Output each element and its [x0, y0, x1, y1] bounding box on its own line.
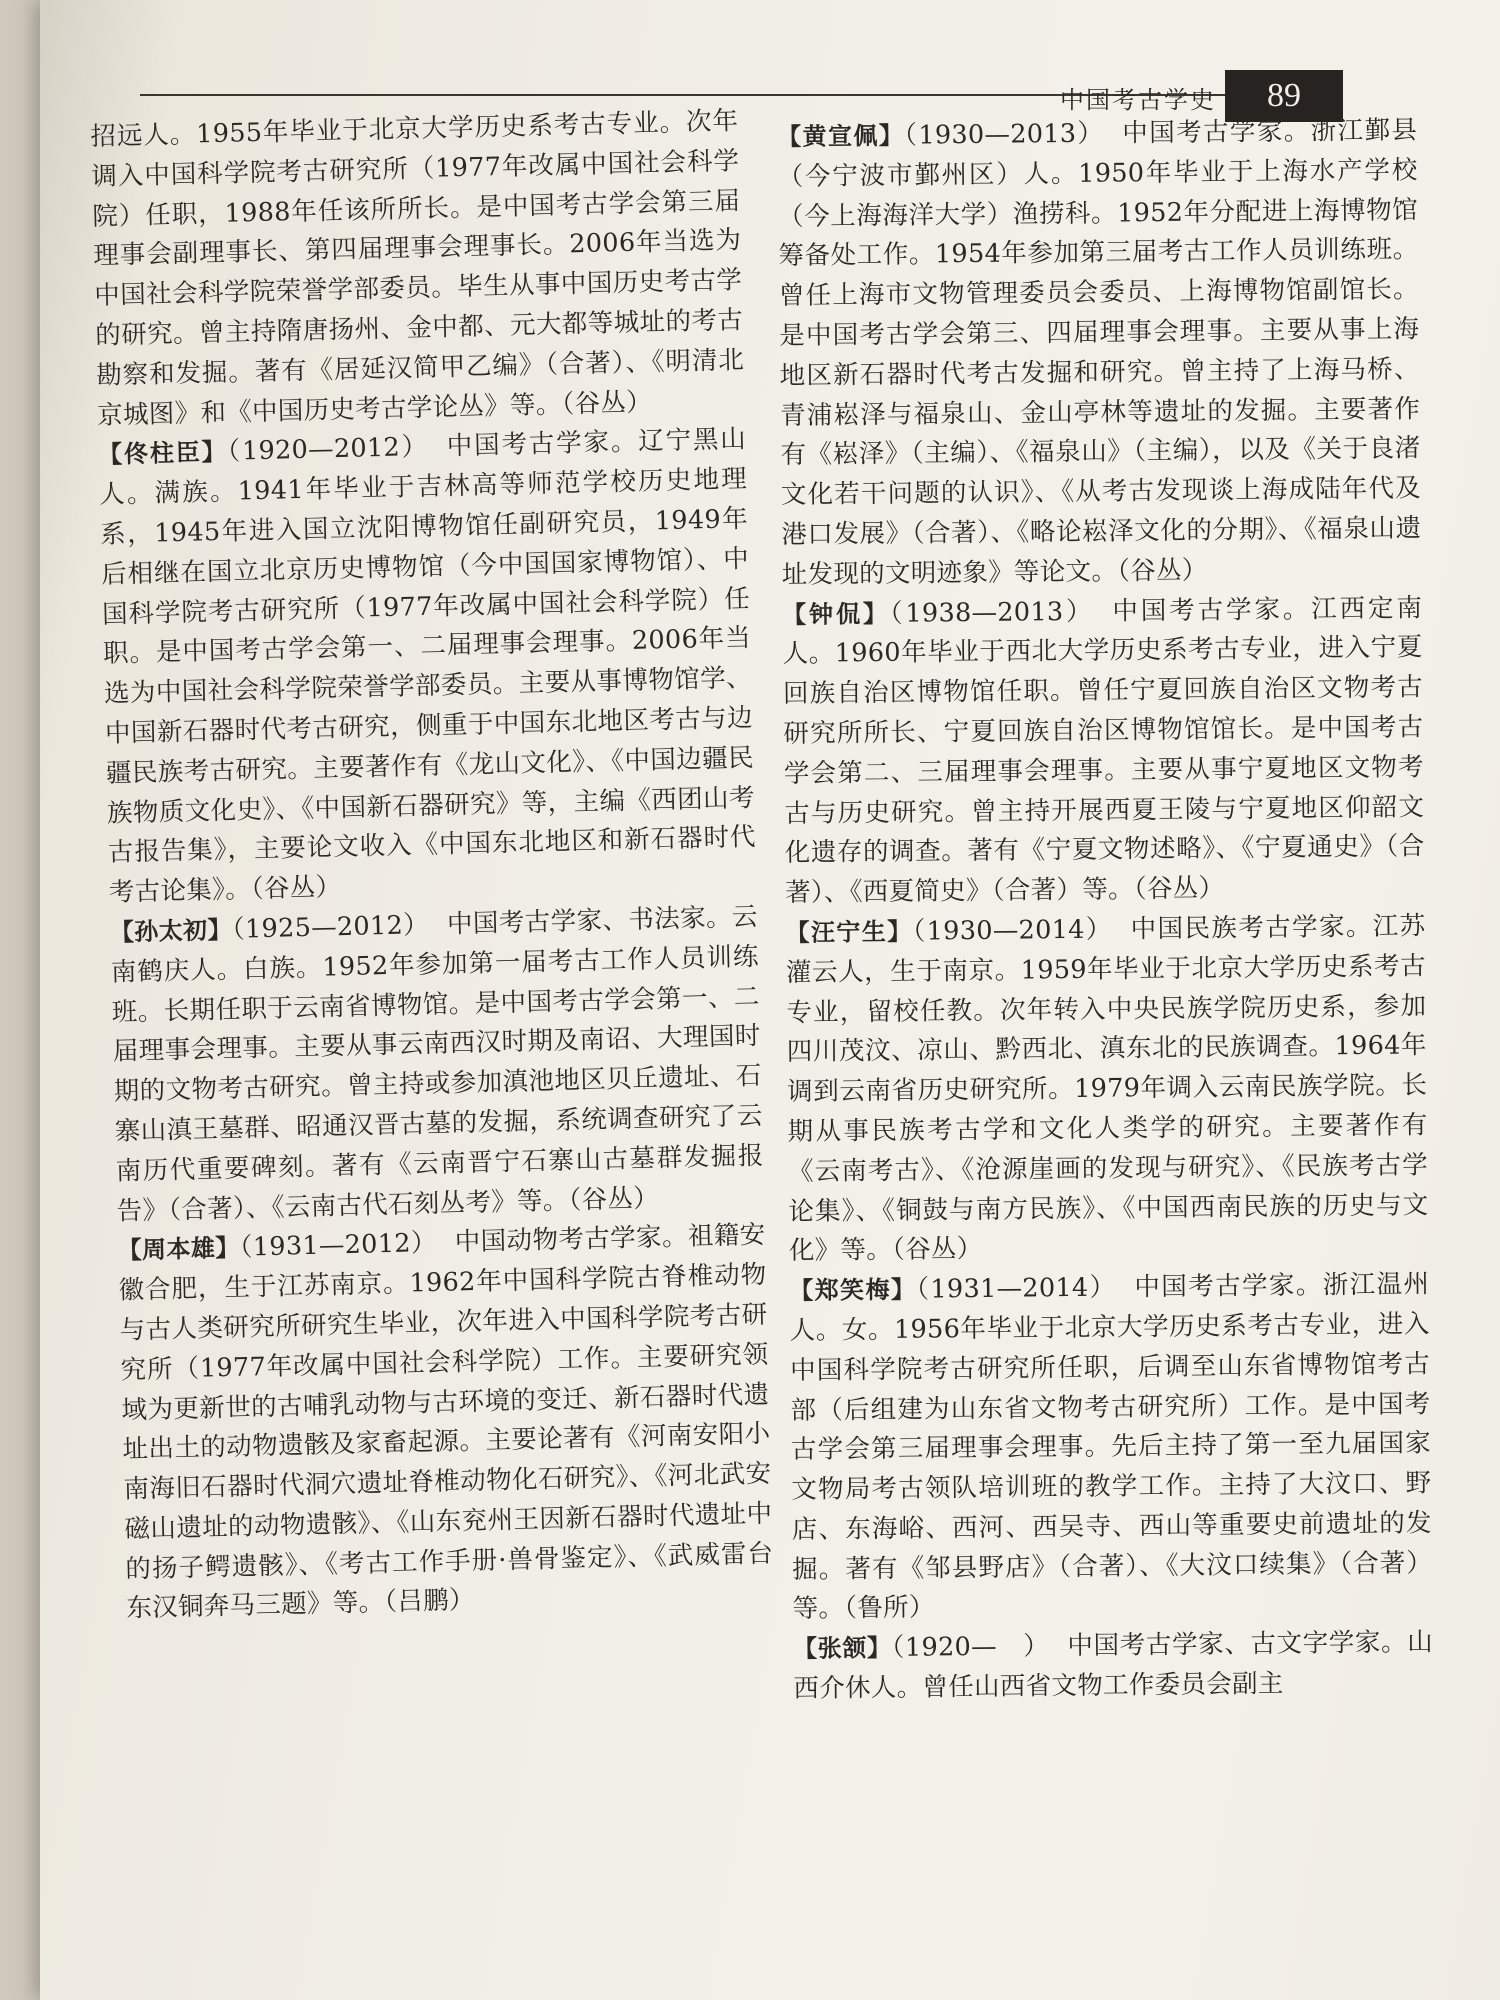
entry-years: （1920—2012） [227, 432, 430, 468]
entry-zhang-han [793, 1623, 1434, 1709]
entry-tong-zhuchen [98, 420, 757, 913]
entry-huang-xuanpei [777, 111, 1422, 595]
right-column [777, 111, 1434, 1709]
entry-zheng-xiaomei [789, 1265, 1433, 1630]
left-column [90, 102, 775, 1630]
running-title: 中国考古学史 [1060, 86, 1216, 114]
entry-headword: 【周本雄】 [117, 1233, 241, 1265]
entry-body: 中国考古学家。辽宁黑山人。满族。1941年毕业于吉林高等师范学校历史地理系，1945年进入国立沈阳博物馆任副研究员，1949年后相继在国立北京历史博物馆（今中国国家博物馆）、中国科学院考古研究所（1977年改属中国社会科学院）任职。是中国考古学会第一、二届理事会理事。2006年当选为中国社会科学院荣誉学部委员。主要从事博物馆学、中国新石器时代考古研究，侧重于中国东北地区考古与边疆民族考古研究。主要著作有《龙山文化》、《中国边疆民族物质文化史》、《中国新石器研究》等，主编《西团山考古报告集》，主要论文收入《中国东北地区和新石器时代考古论集》。（谷丛） [98, 424, 757, 908]
entry-body: 中国考古学家、书法家。云南鹤庆人。白族。1952年参加第一届考古工作人员训练班。长期任职于云南省博物馆。是中国考古学会第一、二届理事会理事。主要从事云南西汉时期及南诏、大理国时期的文物考古研究。曾主持或参加滇池地区贝丘遗址、石寨山滇王墓群、昭通汉晋古墓的发掘，系统调查研究了云南历代重要碑刻。著有《云南晋宁石寨山古墓群发掘报告》（合著）、《云南古代石刻丛考》等。（谷丛） [110, 901, 764, 1227]
entry-years: （1925—2012） [231, 909, 430, 945]
entry-headword: 【钟侃】 [782, 599, 890, 629]
entry-headword: 【佟柱臣】 [97, 438, 228, 470]
entry-years: （1931—2014） [916, 1272, 1117, 1305]
entry-body: 中国民族考古学家。江苏灌云人，生于南京。1959年毕业于北京大学历史系考古专业，留校任教。次年转入中央民族学院历史系，参加四川茂汶、凉山、黔西北、滇东北的民族调查。1964年调到云南省历史研究所。1979年调入云南民族学院。长期从事民族考古学和文化人类学的研究。主要著作有《云南考古》、《沧源崖画的发现与研究》、《民族考古学论集》、《铜鼓与南方民族》、《中国西南民族的历史与文化》等。（谷丛） [785, 911, 1429, 1267]
entry-zhong-kan [782, 589, 1425, 914]
entry-body: 中国考古学家。江西定南人。1960年毕业于西北大学历史系考古专业，进入宁夏回族自治区博物馆任职。曾任宁夏回族自治区文物考古研究所所长、宁夏回族自治区博物馆馆长。是中国考古学会第二、三届理事会理事。主要从事宁夏地区文物考古与历史研究。曾主持开展西夏王陵与宁夏地区仰韶文化遗存的调查。著有《宁夏文物述略》、《宁夏通史》（合著）、《西夏简史》（合著）等。（谷丛） [782, 592, 1425, 909]
entry-wang-ningsheng [785, 907, 1429, 1272]
entry-headword: 【张颔】 [792, 1634, 892, 1664]
page-number: 89 [1225, 70, 1343, 122]
entry-body: 中国考古学家、古文字学家。山西介休人。曾任山西省文物工作委员会副主 [793, 1627, 1434, 1704]
entry-years: （1930—2013） [904, 118, 1105, 151]
entry-body: 中国考古学家。浙江温州人。女。1956年毕业于北京大学历史系考古专业，进入中国科学院考古研究所任职，后调至山东省博物馆考古部（后组建为山东省文物考古研究所）工作。是中国考古学会第三届理事会理事。先后主持了第一至九届国家文物局考古领队培训班的教学工作。主持了大汶口、野店、东海峪、西河、西吴寺、西山等重要史前遗址的发掘。著有《邹县野店》（合著）、《大汶口续集》（合著）等。（鲁所） [789, 1269, 1433, 1625]
entry-years: （1920— ） [891, 1631, 1050, 1664]
entry-sun-taichu [109, 898, 765, 1232]
entry-headword: 【郑笑梅】 [789, 1275, 917, 1306]
entry-zhou-benxiong [117, 1216, 775, 1630]
entry-body: 中国动物考古学家。祖籍安徽合肥，生于江苏南京。1962年中国科学院古脊椎动物与古人类研究所研究生毕业，次年进入中国科学院考古研究所（1977年改属中国社会科学院）工作。主要研究领域为更新世的古哺乳动物与古环境的变迁、新石器时代遗址出土的动物遗骸及家畜起源。主要论著有《河南安阳小南海旧石器时代洞穴遗址脊椎动物化石研究》、《河北武安磁山遗址的动物遗骸》、《山东兖州王因新石器时代遗址中的扬子鳄遗骸》、《考古工作手册·兽骨鉴定》、《武威雷台东汉铜奔马三题》等。（吕鹏） [118, 1220, 774, 1625]
entry-headword: 【汪宁生】 [785, 917, 913, 947]
entry-years: （1930—2014） [912, 914, 1113, 947]
continued-entry-text: 招远人。1955年毕业于北京大学历史系考古专业。次年调入中国科学院考古研究所（1977年改属中国社会科学院）任职，1988年任该所所长。是中国考古学会第三届理事会副理事长、第四届理事会理事长。2006年当选为中国社会科学院荣誉学部委员。毕生从事中国历史考古学的研究。曾主持隋唐扬州、金中都、元大都等城址的考古勘察和发掘。著有《居延汉简甲乙编》（合著）、《明清北京城图》和《中国历史考古学论丛》等。（谷丛） [90, 106, 745, 431]
entry-headword: 【孙太初】 [109, 915, 233, 947]
book-page [40, 0, 1500, 2000]
entry-body: 中国考古学家。浙江鄞县（今宁波市鄞州区）人。1950年毕业于上海水产学校（今上海海洋大学）渔捞科。1952年分配进上海博物馆筹备处工作。1954年参加第三届考古工作人员训练班。曾任上海市文物管理委员会委员、上海博物馆副馆长。是中国考古学会第三、四届理事会理事。主要从事上海地区新石器时代考古发掘和研究。曾主持了上海马桥、青浦崧泽与福泉山、金山亭林等遗址的发掘。主要著作有《崧泽》（主编）、《福泉山》（主编），以及《关于良渚文化若干问题的认识》、《从考古发现谈上海成陆年代及港口发展》（合著）、《略论崧泽文化的分期》、《福泉山遗址发现的文明迹象》等论文。（谷丛） [777, 115, 1422, 590]
entry-years: （1938—2013） [889, 596, 1095, 629]
entry-headword: 【黄宣佩】 [777, 121, 905, 151]
entry-years: （1931—2012） [239, 1228, 438, 1263]
